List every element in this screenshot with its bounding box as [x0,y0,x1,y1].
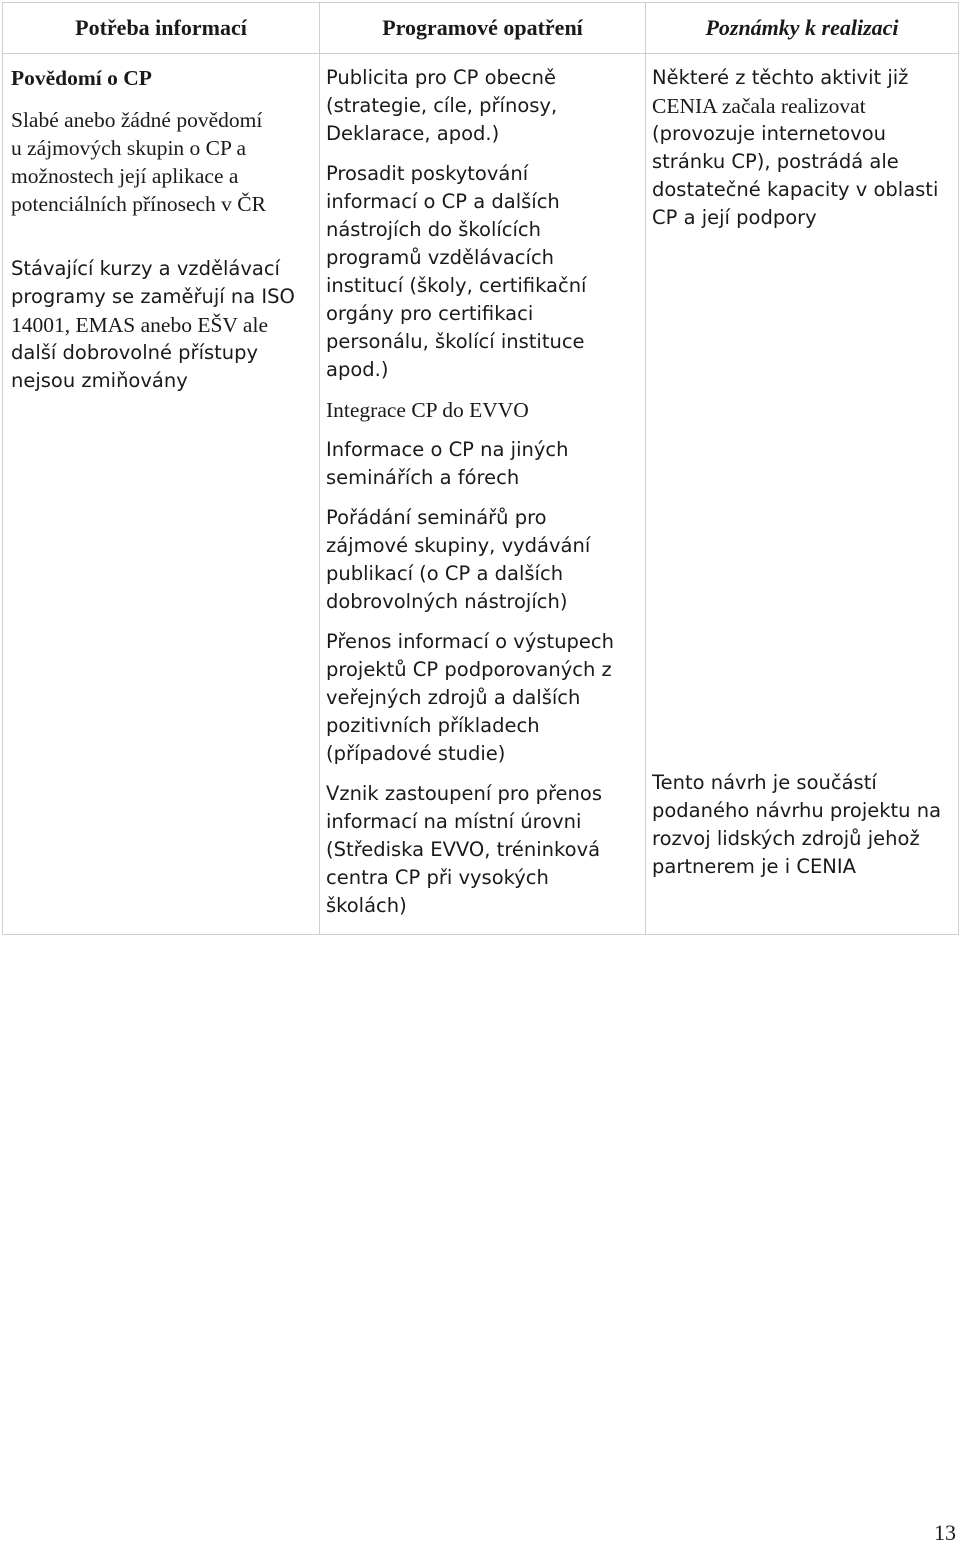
text-line: Integrace CP do EVVO [326,398,529,422]
text-line: Stávající kurzy a vzdělávací [11,257,280,280]
text-line: nejsou zmiňovány [11,369,188,392]
need-paragraph-1 [11,106,313,218]
note-project-proposal [652,769,952,881]
text-line: rozvoj lidských zdrojů jehož [652,827,920,850]
text-line: (provozuje internetovou [652,122,887,145]
text-line: Publicita pro CP obecně [326,66,556,89]
text-line: zájmové skupiny, vydávání [326,534,591,557]
text-line: personálu, školící instituce [326,330,585,353]
text-line: pozitivních příkladech [326,714,540,737]
section-heading: Povědomí o CP [11,66,152,90]
measure-item-local-representation [326,780,639,920]
text-line: (strategie, cíle, přínosy, [326,94,558,117]
implementation-table [2,2,959,935]
text-line: nástrojích do školících [326,218,541,241]
text-line: další dobrovolné přístupy [11,341,259,364]
table-header-row [3,3,959,54]
text-line: apod.) [326,358,389,381]
text-line: programů vzdělávacích [326,246,555,269]
text-line: CENIA začala realizovat [652,94,866,118]
text-line: centra CP při vysokých [326,866,549,889]
need-paragraph-2 [11,255,313,395]
text-line: školách) [326,894,407,917]
program-measure-cell [320,54,646,935]
text-line: informací na místní úrovni [326,810,582,833]
text-line: dobrovolných nástrojích) [326,590,568,613]
table-row [3,54,959,935]
information-need-cell [3,54,320,935]
header-program-measure: Programové opatření [320,3,646,54]
text-line: Prosadit poskytování [326,162,529,185]
text-line: projektů CP podporovaných z [326,658,612,681]
text-line: Informace o CP na jiných [326,438,569,461]
text-line: Pořádání seminářů pro [326,506,547,529]
text-line: veřejných zdrojů a dalších [326,686,581,709]
measure-item-seminars-info [326,436,639,492]
measure-item-training [326,160,639,384]
text-line: Deklarace, apod.) [326,122,500,145]
text-line: Tento návrh je součástí [652,771,877,794]
measure-item-evvo [326,396,639,424]
header-information-need: Potřeba informací [3,3,320,54]
text-line: potenciálních přínosech v ČR [11,192,266,216]
text-line: možnostech její aplikace a [11,164,239,188]
text-line: orgány pro certifikaci [326,302,534,325]
note-cenia-activities [646,54,958,232]
text-line: informací o CP a dalších [326,190,560,213]
text-line: stránku CP), postrádá ale [652,150,899,173]
measure-item-transfer [326,628,639,768]
text-line: CP a její podpory [652,206,817,229]
text-line: dostatečné kapacity v oblasti [652,178,939,201]
measure-item-publicity [326,64,639,148]
page-number: 13 [934,1520,956,1545]
text-line: 14001, EMAS anebo EŠV ale [11,313,268,337]
text-line: programy se zaměřují na ISO [11,285,295,308]
text-line: partnerem je i CENIA [652,855,856,878]
text-line: podaného návrhu projektu na [652,799,942,822]
text-line: Přenos informací o výstupech [326,630,615,653]
text-line: publikací (o CP a dalších [326,562,564,585]
text-line: (případové studie) [326,742,506,765]
implementation-notes-cell [646,54,959,935]
text-line: institucí (školy, certifikační [326,274,587,297]
text-line: seminářích a fórech [326,466,520,489]
text-line: (Střediska EVVO, tréninková [326,838,601,861]
measure-item-seminars-organizing [326,504,639,616]
text-line: u zájmových skupin o CP a [11,136,247,160]
text-line: Vznik zastoupení pro přenos [326,782,602,805]
text-line: Slabé anebo žádné povědomí [11,108,263,132]
header-implementation-notes: Poznámky k realizaci [646,3,959,54]
text-line: Některé z těchto aktivit již [652,66,909,89]
